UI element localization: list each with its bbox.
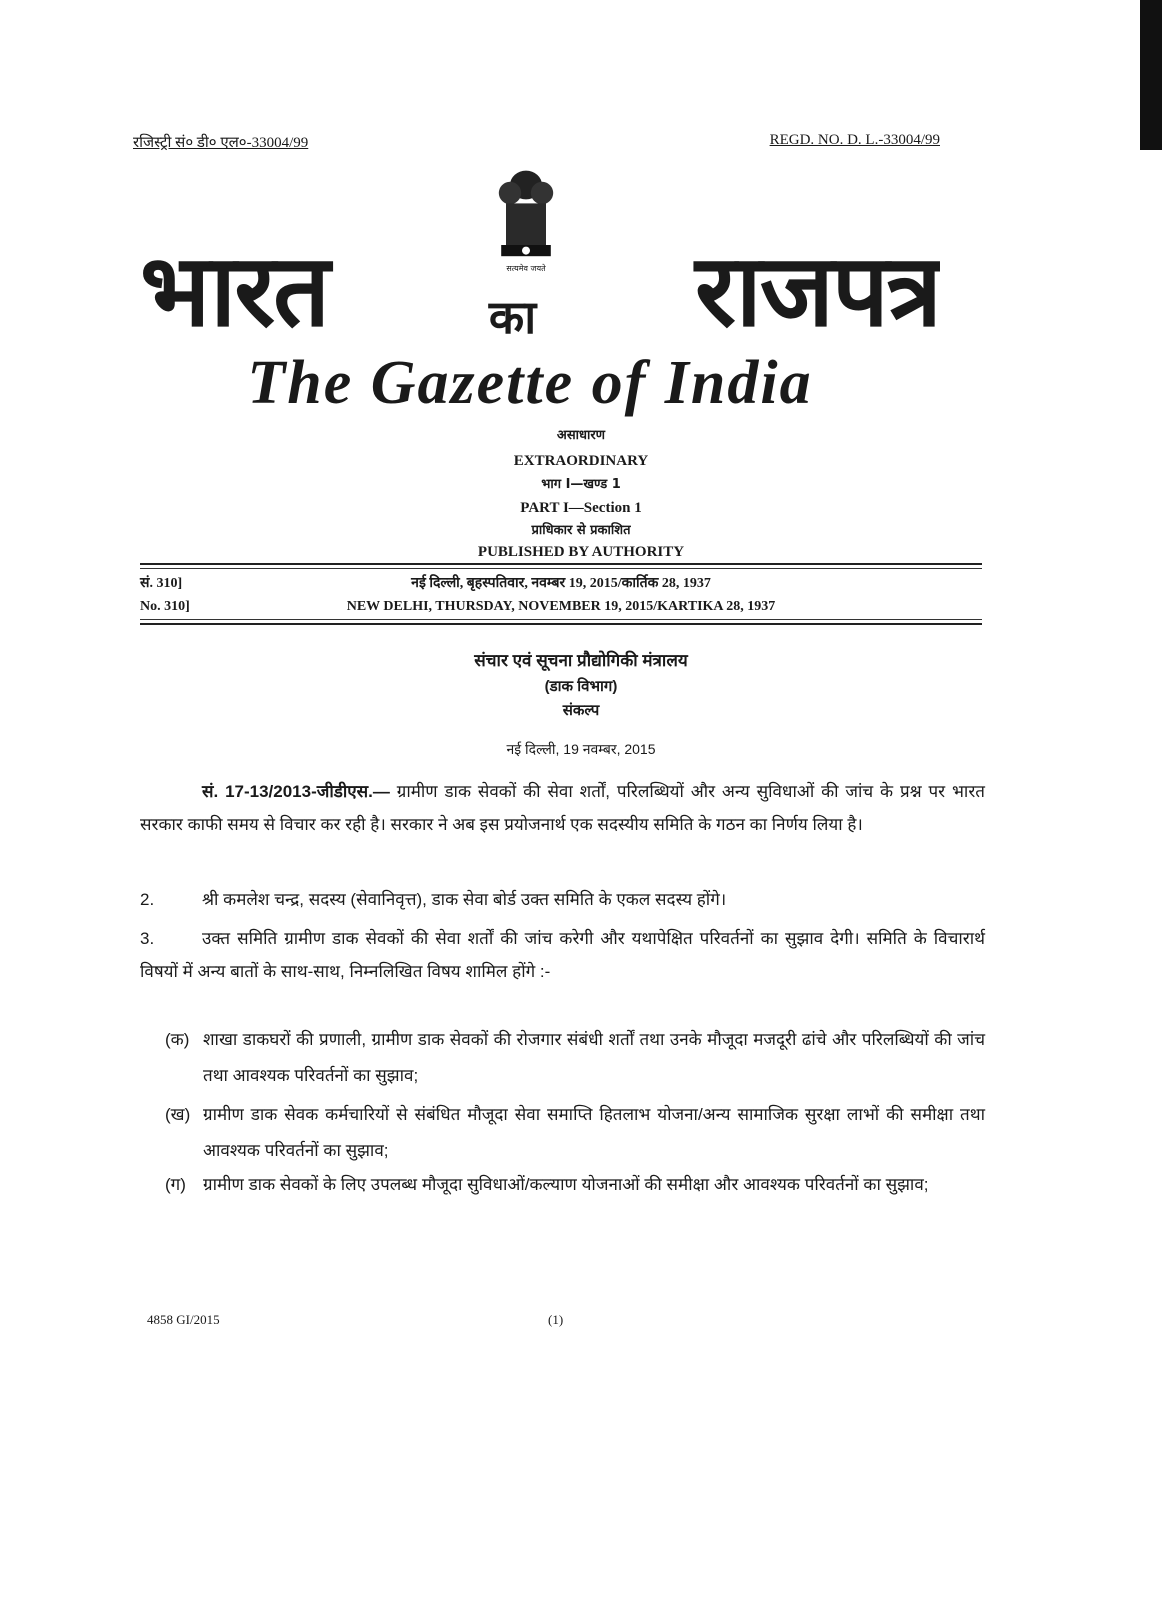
resolution-heading: संकल्प	[562, 702, 600, 719]
paragraph-2	[140, 883, 985, 916]
issue-line-hindi	[140, 574, 982, 594]
page-number: (1)	[548, 1312, 564, 1327]
paragraph-3-number: 3.	[140, 929, 155, 948]
department-name: (डाक विभाग)	[544, 678, 618, 695]
issue-date-hindi: नई दिल्ली, बृहस्पतिवार, नवम्बर 19, 2015/कार्तिक 28, 1937	[411, 576, 711, 591]
issue-date-english: NEW DELHI, THURSDAY, NOVEMBER 19, 2015/KARTIKA 28, 1937	[346, 599, 776, 614]
paragraph-3	[140, 922, 985, 988]
list-item-label: (ग)	[165, 1175, 186, 1194]
list-item-text: ग्रामीण डाक सेवक कर्मचारियों से संबंधित मौजूदा सेवा समाप्ति हितलाभ योजना/अन्य सामाजिक सुरक्षा लाभों की समीक्षा तथा आवश्यक परिवर्तनों का सुझाव;	[203, 1105, 985, 1160]
paragraph-2-text: श्री कमलेश चन्द्र, सदस्य (सेवानिवृत्त), डाक सेवा बोर्ड उक्त समिति के एकल सदस्य होंगे।	[202, 890, 727, 909]
registration-number-hindi: रजिस्ट्री सं० डी० एल०-33004/99	[133, 135, 309, 151]
part-english: PART I—Section 1	[520, 500, 642, 516]
issue-line-english	[140, 597, 982, 617]
print-code: 4858 GI/2015	[147, 1312, 220, 1327]
masthead-english: The Gazette of India	[247, 349, 813, 417]
place-date: नई दिल्ली, 19 नवम्बर, 2015	[506, 741, 656, 757]
ministry-name: संचार एवं सूचना प्रौद्योगिकी मंत्रालय	[474, 651, 688, 670]
reference-number: सं. 17-13/2013-जीडीएस.—	[202, 782, 390, 801]
masthead-rajpatra: राजपत्र	[694, 238, 940, 343]
authority-english: PUBLISHED BY AUTHORITY	[477, 544, 685, 560]
edition-type-english: EXTRAORDINARY	[513, 453, 649, 469]
masthead-hindi	[140, 238, 940, 343]
edition-type-hindi: असाधारण	[556, 428, 606, 443]
list-item	[165, 1022, 985, 1094]
list-item-label: (क)	[165, 1030, 190, 1049]
paragraph-1	[140, 775, 985, 841]
masthead-bharat: भारत	[140, 238, 329, 343]
issue-number-hindi: सं. 310]	[140, 576, 183, 591]
emblem-motto: सत्यमेव जयते	[506, 264, 546, 273]
divider	[140, 619, 982, 620]
divider	[140, 563, 982, 565]
list-item-text: शाखा डाकघरों की प्रणाली, ग्रामीण डाक सेवकों की रोजगार संबंधी शर्तों तथा उनके मौजूदा मजदूरी ढांचे और परिलब्धियों की जांच तथा आवश्यक परिवर्तनों का सुझाव;	[203, 1030, 985, 1085]
list-item	[165, 1167, 985, 1203]
issue-number-english: No. 310]	[140, 599, 190, 614]
paragraph-2-number: 2.	[140, 890, 155, 909]
divider	[140, 568, 982, 569]
list-item-text: ग्रामीण डाक सेवकों के लिए उपलब्ध मौजूदा सुविधाओं/कल्याण योजनाओं की समीक्षा और आवश्यक परिवर्तनों का सुझाव;	[203, 1175, 929, 1194]
masthead-ka: का	[488, 290, 535, 343]
list-item-label: (ख)	[165, 1105, 191, 1124]
paragraph-3-text: उक्त समिति ग्रामीण डाक सेवकों की सेवा शर्तों की जांच करेगी और यथापेक्षित परिवर्तनों का सुझाव देगी। समिति के विचारार्थ विषयों में अन्य बातों के साथ-साथ, निम्नलिखित विषय शामिल होंगे :-	[140, 929, 985, 981]
list-item	[165, 1097, 985, 1169]
divider	[140, 623, 982, 625]
part-hindi: भाग I—खण्ड 1	[541, 477, 621, 492]
authority-hindi: प्राधिकार से प्रकाशित	[531, 523, 631, 538]
paragraph-1-text: ग्रामीण डाक सेवकों की सेवा शर्तों, परिलब्धियों और अन्य सुविधाओं की जांच के प्रश्न पर भारत सरकार काफी समय से विचार कर रही है। सरकार ने अब इस प्रयोजनार्थ एक सदस्यीय समिति के गठन का निर्णय लिया है।	[140, 782, 985, 834]
registration-number-english: REGD. NO. D. L.-33004/99	[769, 132, 940, 148]
scan-edge	[1140, 0, 1162, 150]
